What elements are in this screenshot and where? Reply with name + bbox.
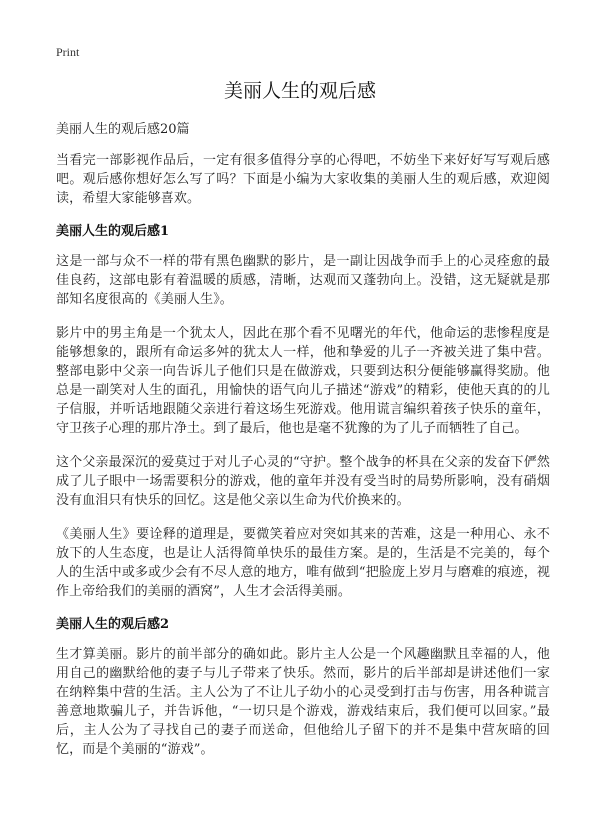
section-1-paragraph-1: 这是一部与众不一样的带有黑色幽默的影片，是一副让因战争而手上的心灵痊愈的最佳良药，这部电影有着温暖的质感，清晰，达观而又蓬勃向上。没错，这无疑就是那部知名度很高的《美丽人生》。 [56, 254, 550, 307]
section-heading-1: 美丽人生的观后感1 [56, 224, 170, 239]
section-heading-2: 美丽人生的观后感2 [56, 617, 170, 632]
section-1-paragraph-2: 影片中的男主角是一个犹太人，因此在那个看不见曙光的年代，他命运的悲惨程度是能够想象的，跟所有命运多舛的犹太人一样，他和挚爱的儿子一齐被关进了集中营。整部电影中父亲一向告诉儿子他们只是在做游戏，只要到达积分便能够赢得奖励。他总是一副笑对人生的面孔，用愉快的语气向儿子描述“游戏”的精彩，使他天真的的儿子信服，并听话地跟随父亲进行着这场生死游戏。他用谎言编织着孩子快乐的童年，守卫孩子心理的那片净土。到了最后，他也是毫不犹豫的为了儿子而牺牲了自己。 [56, 326, 550, 436]
print-link[interactable]: Print [56, 45, 80, 59]
section-2-paragraph-1: 生才算美丽。影片的前半部分的确如此。影片主人公是一个风趣幽默且幸福的人，他用自己的幽默给他的妻子与儿子带来了快乐。然而，影片的后半部却是讲述他们一家在纳粹集中营的生活。主人公为了不让儿子幼小的心灵受到打击与伤害，用各种谎言善意地欺骗儿子，并告诉他，“一切只是个游戏，游戏结束后，我们便可以回家。”最后，主人公为了寻找自己的妻子而送命，但他给儿子留下的并不是集中营灰暗的回忆，而是个美丽的“游戏”。 [56, 647, 550, 757]
article-subtitle: 美丽人生的观后感20篇 [56, 122, 190, 137]
section-1-paragraph-3: 这个父亲最深沉的爱莫过于对儿子心灵的“守护。整个战争的杯具在父亲的发奋下俨然成了儿子眼中一场需要积分的游戏，他的童年并没有受当时的局势所影响，没有硝烟没有血泪只有快乐的回忆。这是他父亲以生命为代价换来的。 [56, 455, 550, 508]
intro-paragraph: 当看完一部影视作品后，一定有很多值得分享的心得吧，不妨坐下来好好写写观后感吧。观后感你想好怎么写了吗？下面是小编为大家收集的美丽人生的观后感，欢迎阅读，希望大家能够喜欢。 [56, 153, 550, 206]
section-1-paragraph-4: 《美丽人生》要诠释的道理是，要微笑着应对突如其来的苦难，这是一种用心、永不放下的人生态度，也是让人活得简单快乐的最佳方案。是的，生活是不完美的，每个人的生活中或多或少会有不尽人意的地方，唯有做到“把脸庞上岁月与磨难的痕迹，视作上帝给我们的美丽的酒窝”，人生才会活得美丽。 [56, 527, 550, 599]
article-body [56, 151, 550, 774]
page-title: 美丽人生的观后感 [223, 80, 376, 102]
